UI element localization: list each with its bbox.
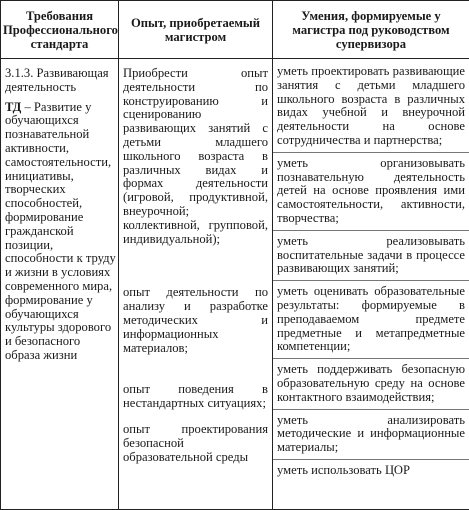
- section-title: 3.1.3. Развивающая деятельность: [5, 66, 109, 94]
- skill-text: уметь проектировать развивающие занятия с детьми младшего школьного возраста в различных видах учебной и внеурочной деятельности на основе сотрудничества и партнерства;: [277, 64, 465, 147]
- header-acquired-experience: [119, 1, 273, 59]
- skill-item: [273, 231, 469, 281]
- header-acquired-experience-text: Опыт, приобретаемый магистром: [130, 15, 261, 44]
- skill-text: уметь организовывать познавательную деятельность детей на основе проявления ими самостоятельности, активности, творчества;: [277, 155, 465, 225]
- skill-item: [273, 410, 469, 460]
- td-paragraph: [5, 101, 116, 363]
- header-standard-requirements-text: Требования Профессионального стандарта: [3, 8, 118, 51]
- header-standard-requirements: [1, 1, 119, 59]
- standard-requirements-cell: [1, 59, 119, 510]
- skill-text: уметь оценивать образовательные результаты: формируемые в преподаваемом предмете предметные и метапредметные компетенции;: [277, 284, 465, 354]
- skill-text: уметь анализировать методические и информационные материалы;: [277, 412, 465, 455]
- skill-item: [273, 61, 469, 153]
- skill-item: [273, 153, 469, 231]
- skill-text: уметь реализовывать воспитательные задачи в процессе развивающих занятий;: [277, 233, 465, 276]
- experience-cell: [119, 59, 273, 510]
- table-row: [1, 59, 469, 510]
- td-label: ТД: [5, 99, 22, 114]
- experience-item: опыт деятельности по анализу и разработке методических и информационных материалов;: [123, 285, 268, 355]
- skill-text: уметь использовать ЦОР: [277, 462, 410, 477]
- header-formed-skills-text: Умения, формируемые у магистра под руководством супервизора: [292, 8, 450, 51]
- experience-item: опыт поведения в нестандартных ситуациях;: [123, 382, 268, 411]
- skill-text: уметь поддерживать безопасную образовательную среду на основе контактного взаимодействия;: [277, 362, 465, 404]
- skill-item: [273, 460, 469, 480]
- experience-item: Приобрести опыт деятельности по конструированию и сценированию развивающих занятий с детьми младшего школьного возраста в различных видах и формах деятельности (игровой, продуктивной, внеурочной; коллективной, групповой, индивидуальной);: [123, 66, 268, 246]
- skills-cell: [273, 59, 469, 510]
- header-row: [1, 1, 469, 59]
- skill-item: [273, 281, 469, 359]
- skill-item: [273, 359, 469, 409]
- experience-item: опыт проектирования безопасной образовательной среды: [123, 421, 268, 464]
- td-text: – Развитие у обучающихся познавательной активности, самостоятельности, инициативы, творческих способностей, формирование гражданской позиции, способности к труду и жизни в условиях современного мира, формирование у обучающихся культуры здорового и безопасного образа жизни: [5, 99, 116, 362]
- header-formed-skills: [273, 1, 469, 59]
